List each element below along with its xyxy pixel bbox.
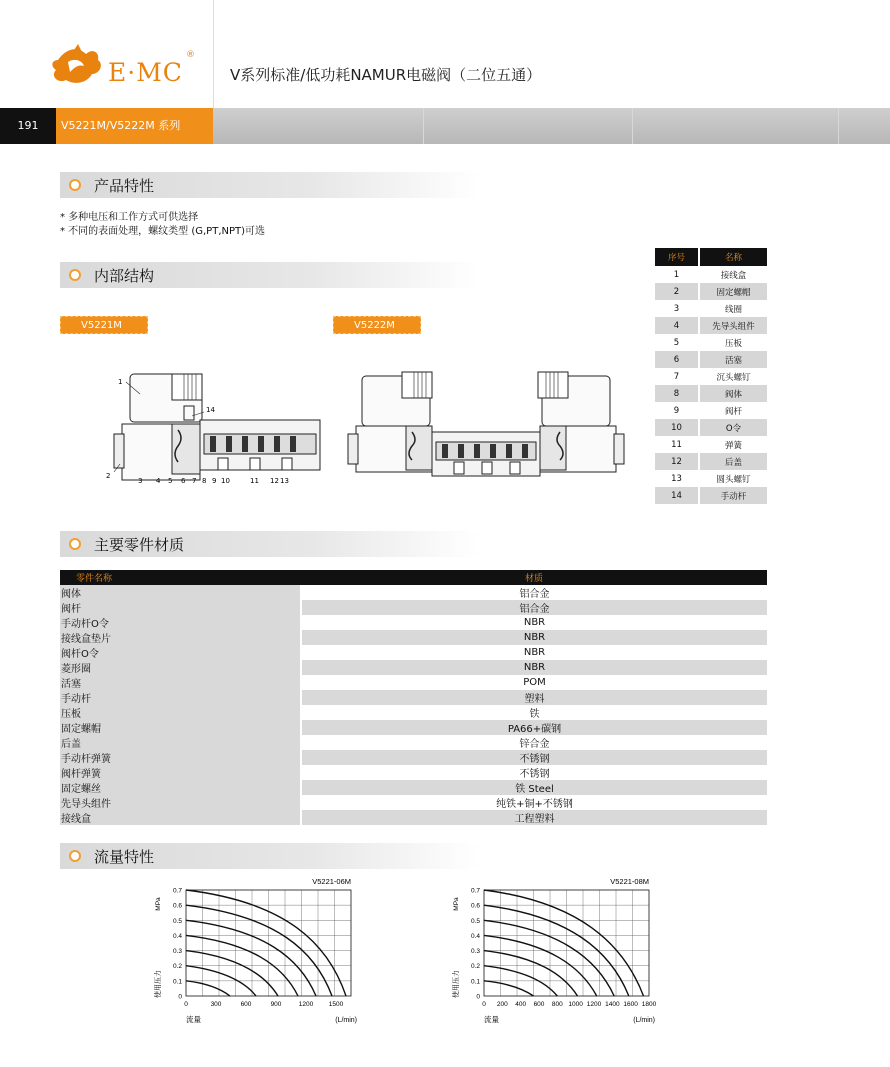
legend-header-cell: 名称	[699, 248, 767, 266]
chart-title: V5221-08M	[610, 877, 649, 886]
y-tick-label: 0.7	[172, 887, 182, 895]
part-name: 阀杆	[60, 600, 301, 615]
table-row	[60, 675, 767, 690]
v5222m-cross-section-drawing	[342, 366, 632, 486]
table-row	[60, 630, 767, 645]
section-title: 产品特性	[94, 177, 155, 195]
legend-part: 弹簧	[724, 440, 742, 451]
series-tab: V5221M/V5222M 系列	[56, 108, 213, 144]
legend-part: 阀体	[699, 385, 767, 402]
table-row	[60, 720, 767, 735]
table-row	[60, 765, 767, 780]
legend-no: 3	[655, 300, 699, 317]
bar-divider	[838, 108, 839, 144]
registered-mark: ®	[186, 50, 195, 60]
flow-curve	[484, 981, 534, 996]
brand-name: E·MC	[108, 58, 183, 87]
legend-no: 12	[655, 453, 699, 470]
feature-item: * 多种电压和工作方式可供选择	[60, 212, 199, 223]
part-name: 手动杆	[60, 690, 301, 705]
y-tick-label: 0	[476, 993, 480, 1001]
legend-part: 手动杆	[699, 487, 767, 504]
part-name: 阀体	[60, 585, 301, 600]
material: NBR	[301, 660, 767, 675]
material: 铝合金	[301, 600, 767, 615]
table-row	[655, 402, 767, 419]
x-tick-label: 900	[270, 1001, 282, 1008]
bullet-circle-icon	[69, 850, 81, 862]
flow-curve	[186, 951, 278, 996]
materials-header-cell: 零件名称	[60, 570, 301, 585]
callout-label: 11	[250, 477, 259, 485]
material: 纯铁+铜+不锈钢	[301, 795, 767, 810]
legend-no: 2	[655, 283, 699, 300]
x-tick-label: 800	[551, 1001, 563, 1008]
bar-divider	[632, 108, 633, 144]
part-name: 固定螺丝	[60, 780, 301, 795]
y-tick-label: 0.4	[172, 932, 182, 940]
y-axis-unit: MPa	[453, 897, 460, 911]
header-divider	[213, 0, 214, 108]
section-title: 内部结构	[94, 267, 155, 285]
section-header-materials	[60, 531, 480, 557]
parts-legend-table	[655, 248, 767, 504]
legend-no: 8	[655, 385, 699, 402]
table-row	[655, 487, 767, 504]
material: 工程塑料	[301, 810, 767, 825]
part-name: 固定螺帽	[60, 720, 301, 735]
table-row	[655, 317, 767, 334]
table-row	[655, 300, 767, 317]
legend-no: 1	[655, 266, 699, 283]
table-row	[655, 266, 767, 283]
page-title: V系列标准/低功耗NAMUR电磁阀（二位五通）	[230, 66, 542, 84]
callout-label: 2	[106, 472, 111, 480]
table-row	[60, 795, 767, 810]
y-tick-label: 0.6	[470, 902, 480, 910]
section-title: 流量特性	[94, 848, 155, 866]
table-row	[655, 283, 767, 300]
legend-no: 9	[655, 402, 699, 419]
x-tick-label: 600	[533, 1001, 545, 1008]
part-name: 接线盒	[60, 810, 301, 825]
legend-part: 压板	[724, 338, 742, 349]
x-tick-label: 1400	[605, 1001, 620, 1008]
table-row	[60, 735, 767, 750]
legend-part: 沉头螺钉	[716, 372, 751, 383]
legend-part: 接线盒	[720, 270, 747, 281]
callout-label: 14	[206, 406, 215, 414]
table-row	[60, 690, 767, 705]
table-row	[60, 810, 767, 825]
material: 铝合金	[301, 585, 767, 600]
callout-label: 12	[270, 477, 279, 485]
bullet-circle-icon	[69, 179, 81, 191]
material: POM	[301, 675, 767, 690]
legend-no: 4	[655, 317, 699, 334]
part-name: 活塞	[60, 675, 301, 690]
feature-item: * 不同的表面处理，螺纹类型 (G,PT,NPT)可选	[60, 226, 266, 237]
x-tick-label: 0	[482, 1001, 486, 1008]
model-tag-v5222m: V5222M	[333, 316, 421, 334]
y-axis-label: 使用压力	[155, 970, 162, 998]
section-title: 主要零件材质	[94, 536, 185, 554]
part-name: 阀杆弹簧	[60, 765, 301, 780]
callout-label: 6	[181, 477, 186, 485]
y-tick-label: 0.5	[470, 917, 480, 925]
part-name: 接线盒垫片	[60, 630, 301, 645]
material: 铁 Steel	[301, 780, 767, 795]
part-name: 菱形圈	[60, 660, 301, 675]
table-row	[655, 368, 767, 385]
y-axis-unit: MPa	[155, 897, 162, 911]
x-tick-label: 1500	[328, 1001, 344, 1008]
v5221m-cross-section-drawing	[100, 360, 330, 490]
x-axis-unit: (L/min)	[633, 1017, 655, 1024]
x-tick-label: 600	[240, 1001, 252, 1008]
page-number: 191	[0, 108, 56, 144]
legend-part: 活塞	[699, 351, 767, 368]
callout-label: 10	[221, 477, 230, 485]
legend-part: 线圈	[724, 304, 742, 315]
x-axis-label: 流量	[484, 1015, 499, 1024]
callout-label: 9	[212, 477, 217, 485]
bullet-circle-icon	[69, 538, 81, 550]
table-row	[655, 453, 767, 470]
legend-header-row	[655, 248, 767, 266]
part-name: 后盖	[60, 735, 301, 750]
y-tick-label: 0	[178, 993, 182, 1001]
callout-label: 13	[280, 477, 289, 485]
legend-part: 后盖	[699, 453, 767, 470]
y-tick-label: 0.2	[470, 963, 480, 971]
callout-label: 7	[192, 477, 197, 485]
table-row	[60, 600, 767, 615]
x-axis-label: 流量	[186, 1015, 201, 1024]
material: 不锈钢	[301, 750, 767, 765]
table-row	[655, 334, 767, 351]
flow-curve	[484, 951, 578, 996]
part-name: 阀杆O令	[60, 645, 301, 660]
material: 塑料	[301, 690, 767, 705]
section-header-structure	[60, 262, 480, 288]
callout-label: 1	[118, 378, 123, 386]
table-row	[655, 419, 767, 436]
table-row	[60, 585, 767, 600]
model-tag-v5221m: V5221M	[60, 316, 148, 334]
flow-chart-v5221-06m	[150, 870, 370, 1030]
section-header-features	[60, 172, 480, 198]
table-row	[60, 645, 767, 660]
material: PA66+碳钢	[301, 720, 767, 735]
legend-no: 14	[655, 487, 699, 504]
materials-header-row	[60, 570, 767, 585]
part-name: 先导头组件	[60, 795, 301, 810]
x-tick-label: 1800	[641, 1001, 657, 1008]
legend-no: 5	[655, 334, 699, 351]
table-row	[655, 470, 767, 487]
legend-no: 7	[655, 368, 699, 385]
flow-curve	[186, 981, 230, 996]
callout-label: 8	[202, 477, 207, 485]
legend-part: 阀杆	[724, 406, 742, 417]
material: 不锈钢	[301, 765, 767, 780]
legend-no: 10	[655, 419, 699, 436]
materials-header-cell: 材质	[301, 570, 767, 585]
y-tick-label: 0.5	[172, 917, 182, 925]
legend-part: 圆头螺钉	[716, 474, 751, 485]
legend-part: 先导头组件	[699, 317, 767, 334]
table-row	[60, 750, 767, 765]
x-tick-label: 300	[210, 1001, 222, 1008]
material: NBR	[301, 630, 767, 645]
chart-title: V5221-06M	[312, 877, 351, 886]
material: 铁	[301, 705, 767, 720]
legend-header-cell: 序号	[655, 248, 699, 266]
materials-table	[60, 570, 767, 825]
table-row	[655, 436, 767, 453]
x-axis-unit: (L/min)	[335, 1017, 357, 1024]
legend-no: 13	[655, 470, 699, 487]
material: NBR	[301, 645, 767, 660]
legend-no: 11	[655, 436, 699, 453]
y-tick-label: 0.2	[172, 963, 182, 971]
flow-curve	[484, 920, 614, 996]
table-row	[60, 615, 767, 630]
table-row	[60, 705, 767, 720]
table-row	[655, 351, 767, 368]
x-tick-label: 200	[496, 1001, 508, 1008]
part-name: 手动杆弹簧	[60, 750, 301, 765]
table-row	[60, 780, 767, 795]
y-tick-label: 0.3	[470, 948, 480, 956]
x-tick-label: 1200	[298, 1001, 314, 1008]
legend-part: 固定螺帽	[699, 283, 767, 300]
legend-no: 6	[655, 351, 699, 368]
table-row	[60, 660, 767, 675]
callout-label: 4	[156, 477, 161, 485]
part-name: 压板	[60, 705, 301, 720]
callout-label: 3	[138, 477, 143, 485]
section-header-flow	[60, 843, 480, 869]
bar-divider	[423, 108, 424, 144]
y-tick-label: 0.4	[470, 932, 480, 940]
y-tick-label: 0.7	[470, 887, 480, 895]
x-tick-label: 0	[184, 1001, 188, 1008]
legend-part: O令	[699, 419, 767, 436]
y-tick-label: 0.6	[172, 902, 182, 910]
part-name: 手动杆O令	[60, 615, 301, 630]
table-row	[655, 385, 767, 402]
material: NBR	[301, 615, 767, 630]
callout-label: 5	[168, 477, 173, 485]
x-tick-label: 1200	[586, 1001, 602, 1008]
x-tick-label: 400	[515, 1001, 527, 1008]
y-tick-label: 0.3	[172, 948, 182, 956]
flow-chart-v5221-08m	[448, 870, 668, 1030]
bullet-circle-icon	[69, 269, 81, 281]
material: 锌合金	[301, 735, 767, 750]
x-tick-label: 1000	[568, 1001, 583, 1008]
y-tick-label: 0.1	[172, 978, 182, 986]
x-tick-label: 1600	[623, 1001, 638, 1008]
y-axis-label: 使用压力	[453, 970, 460, 998]
y-tick-label: 0.1	[470, 978, 480, 986]
